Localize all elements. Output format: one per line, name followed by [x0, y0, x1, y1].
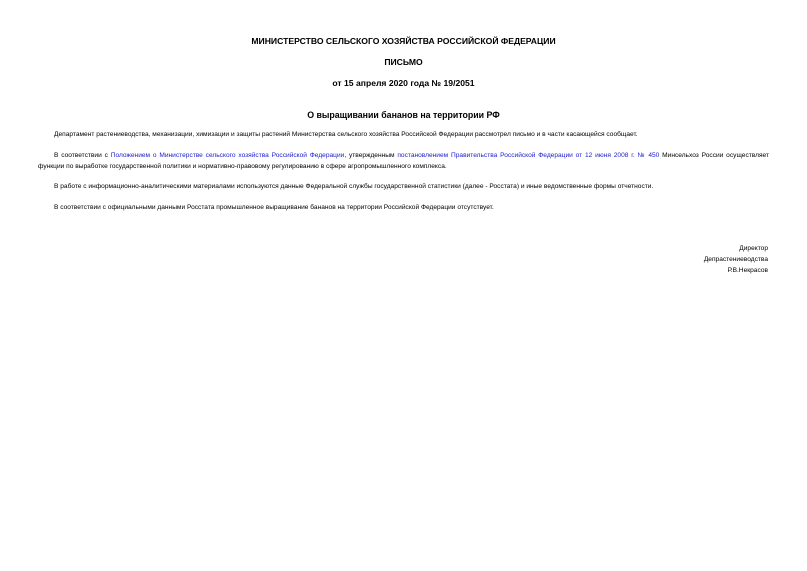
document-subject: О выращивании бананов на территории РФ [307, 110, 500, 120]
paragraph-3: В работе с информационно-аналитическими материалами используются данные Федеральной службы государственной статистики (далее - Росстата) и иные ведомственные формы отчетности. [54, 183, 654, 190]
regulation-link[interactable]: Положением о Министерстве сельского хозяйства Российской Федерации [110, 152, 345, 159]
paragraph-3-block [38, 182, 769, 193]
paragraph-1: Департамент растениеводства, механизации, химизации и защиты растений Министерства сельского хозяйства Российской Федерации рассмотрел письмо и в части касающейся сообщает. [54, 131, 638, 138]
signature-name: Р.В.Некрасов [727, 267, 768, 274]
paragraph-2 [38, 151, 769, 172]
paragraph-2-text-3: Минсельхоз России осуществляет функции по выработке государственной политики и нормативно-правовому регулированию в сфере агропромышленного комплекса. [38, 152, 770, 170]
paragraph-2-text-1: В соответствии с [54, 152, 111, 159]
paragraph-4: В соответствии с официальными данными Росстата промышленное выращивание бананов на территории Российской Федерации отсутствует. [54, 204, 494, 211]
paragraph-1-block [38, 130, 769, 141]
document-date-number: от 15 апреля 2020 года № 19/2051 [332, 78, 475, 88]
document-type-heading: ПИСЬМО [384, 57, 423, 67]
government-decree-link[interactable]: постановлением Правительства Российской Федерации от 12 июня 2008 г. № 450 [397, 152, 660, 159]
paragraph-2-block [38, 151, 769, 172]
paragraph-2-text-2: , утвержденным [344, 152, 398, 159]
signature-position: Директор [739, 245, 768, 252]
signature-department: Депрастениеводства [703, 256, 768, 263]
ministry-heading: МИНИСТЕРСТВО СЕЛЬСКОГО ХОЗЯЙСТВА РОССИЙСКОЙ ФЕДЕРАЦИИ [251, 36, 556, 46]
paragraph-4-block [38, 203, 769, 214]
